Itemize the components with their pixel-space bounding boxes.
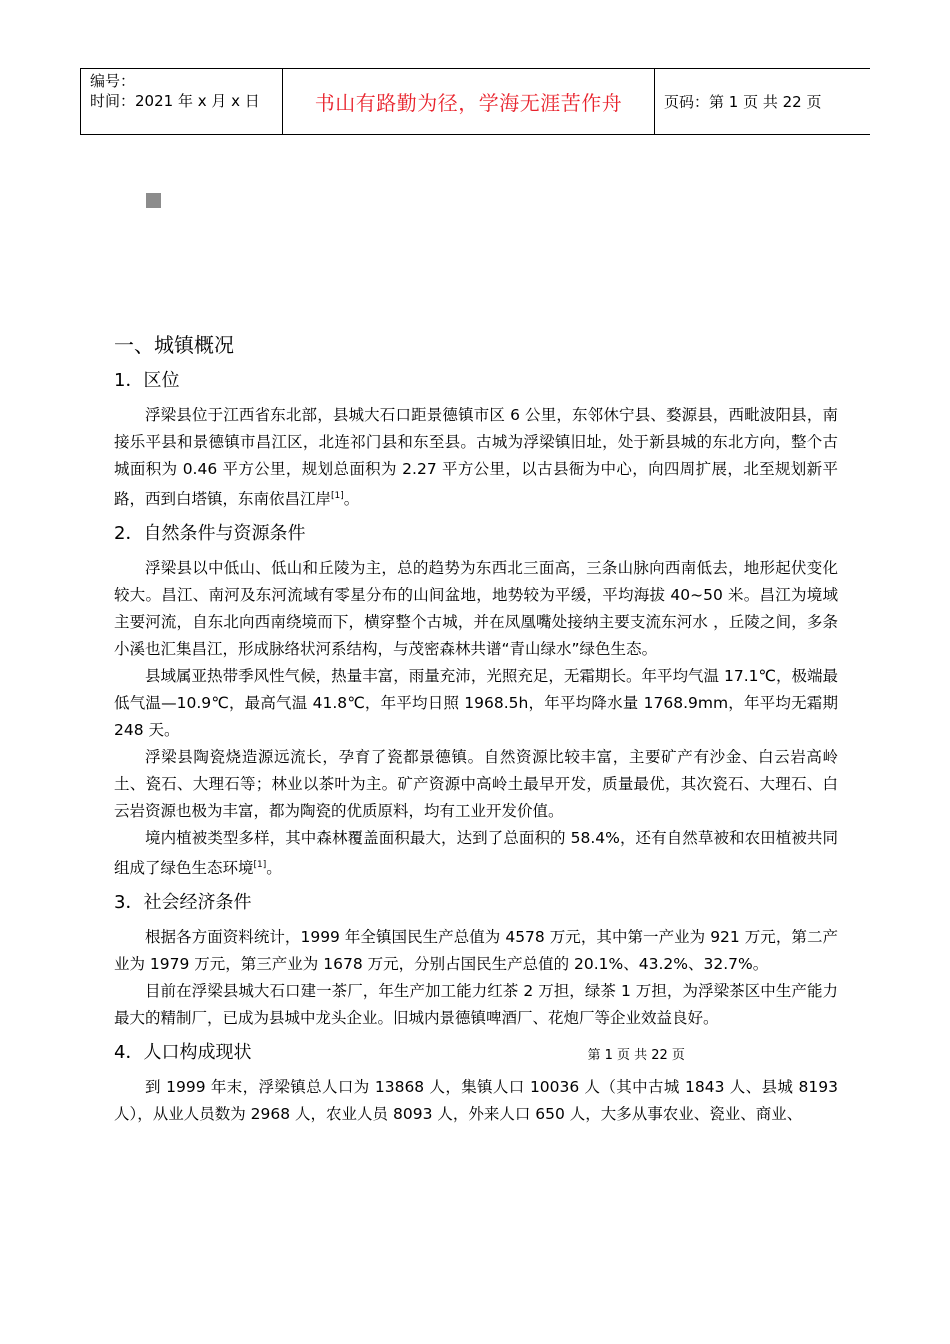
header-table	[80, 68, 870, 135]
header-page-code: 页码：第 1 页 共 22 页	[664, 93, 822, 111]
paragraph-population: 到 1999 年末，浮梁镇总人口为 13868 人，集镇人口 10036 人（其中古城 1843 人、县城 8193 人），从业人员数为 2968 人，农业人员 8093 人，外来人口 650 人，大多从事农业、瓷业、商业、	[114, 1078, 838, 1124]
subsection-title-population: 4．人口构成现状	[114, 1042, 252, 1064]
paragraph-vegetation: 境内植被类型多样，其中森林覆盖面积最大，达到了总面积的 58.4%，还有自然草被和农田植被共同组成了绿色生态环境[1]。	[114, 829, 838, 878]
image-placeholder-icon	[146, 193, 161, 208]
paragraph-terrain: 浮梁县以中低山、低山和丘陵为主，总的趋势为东西北三面高，三条山脉向西南低去，地形起伏变化较大。昌江、南河及东河流域有零星分布的山间盆地，地势较为平缓，平均海拔 40~50 米。昌江为境域主要河流，自东北向西南绕境而下，横穿整个古城，并在凤凰嘴处接纳主要支流东河水 ，丘陵之间，多条小溪也汇集昌江，形成脉络状河系结构，与茂密森林共谱“青山绿水”绿色生态。	[114, 559, 838, 659]
paragraph-resources: 浮梁县陶瓷烧造源远流长，孕育了瓷都景德镇。自然资源比较丰富，主要矿产有沙金、白云岩高岭土、瓷石、大理石等；林业以茶叶为主。矿产资源中高岭土最早开发，质量最优，其次瓷石、大理石、白云岩资源也极为丰富，都为陶瓷的优质原料，均有工业开发价值。	[114, 748, 838, 821]
citation-ref: [1]	[331, 491, 344, 501]
subsection-title-nature: 2．自然条件与资源条件	[114, 523, 306, 545]
header-meta	[81, 69, 283, 134]
paragraph-industry: 目前在浮梁县城大石口建一茶厂，年生产加工能力红茶 2 万担，绿茶 1 万担，为浮梁茶区中生产能力最大的精制厂，已成为县城中龙头企业。旧城内景德镇啤酒厂、花炮厂等企业效益良好。	[114, 982, 838, 1028]
subsection-row-population	[114, 1038, 838, 1068]
paragraph-gdp: 根据各方面资料统计，1999 年全镇国民生产总值为 4578 万元，其中第一产业为 921 万元，第二产业为 1979 万元，第三产业为 1678 万元，分别占国民生产总值的 20.1%、43.2%、32.7%。	[114, 928, 838, 974]
document-body	[114, 330, 838, 1128]
section-title: 一、城镇概况	[114, 333, 234, 357]
paragraph-climate: 县域属亚热带季风性气候，热量丰富，雨量充沛，光照充足，无霜期长。年平均气温 17.1℃，极端最低气温—10.9℃，最高气温 41.8℃，年平均日照 1968.5h，年平均降水量 1768.9mm，年平均无霜期 248 天。	[114, 667, 838, 740]
page-footer: 第 1 页 共 22 页	[587, 1047, 685, 1063]
paragraph-location: 浮梁县位于江西省东北部，县城大石口距景德镇市区 6 公里，东邻休宁县、婺源县，西毗波阳县，南接乐平县和景德镇市昌江区，北连祁门县和东至县。古城为浮梁镇旧址，处于新县城的东北方向，整个古城面积为 0.46 平方公里，规划总面积为 2.27 平方公里，以古县衙为中心，向四周扩展，北至规划新平路，西到白塔镇，东南依昌江岸[1]。	[114, 406, 838, 509]
header-motto: 书山有路勤为径，学海无涯苦作舟	[283, 69, 655, 134]
subsection-title-location: 1．区位	[114, 370, 180, 391]
document-number-label: 编号：	[90, 72, 136, 90]
subsection-title-economy: 3．社会经济条件	[114, 892, 252, 914]
citation-ref: [1]	[253, 860, 267, 871]
document-date: 时间：2021 年 x 月 x 日	[90, 92, 260, 110]
